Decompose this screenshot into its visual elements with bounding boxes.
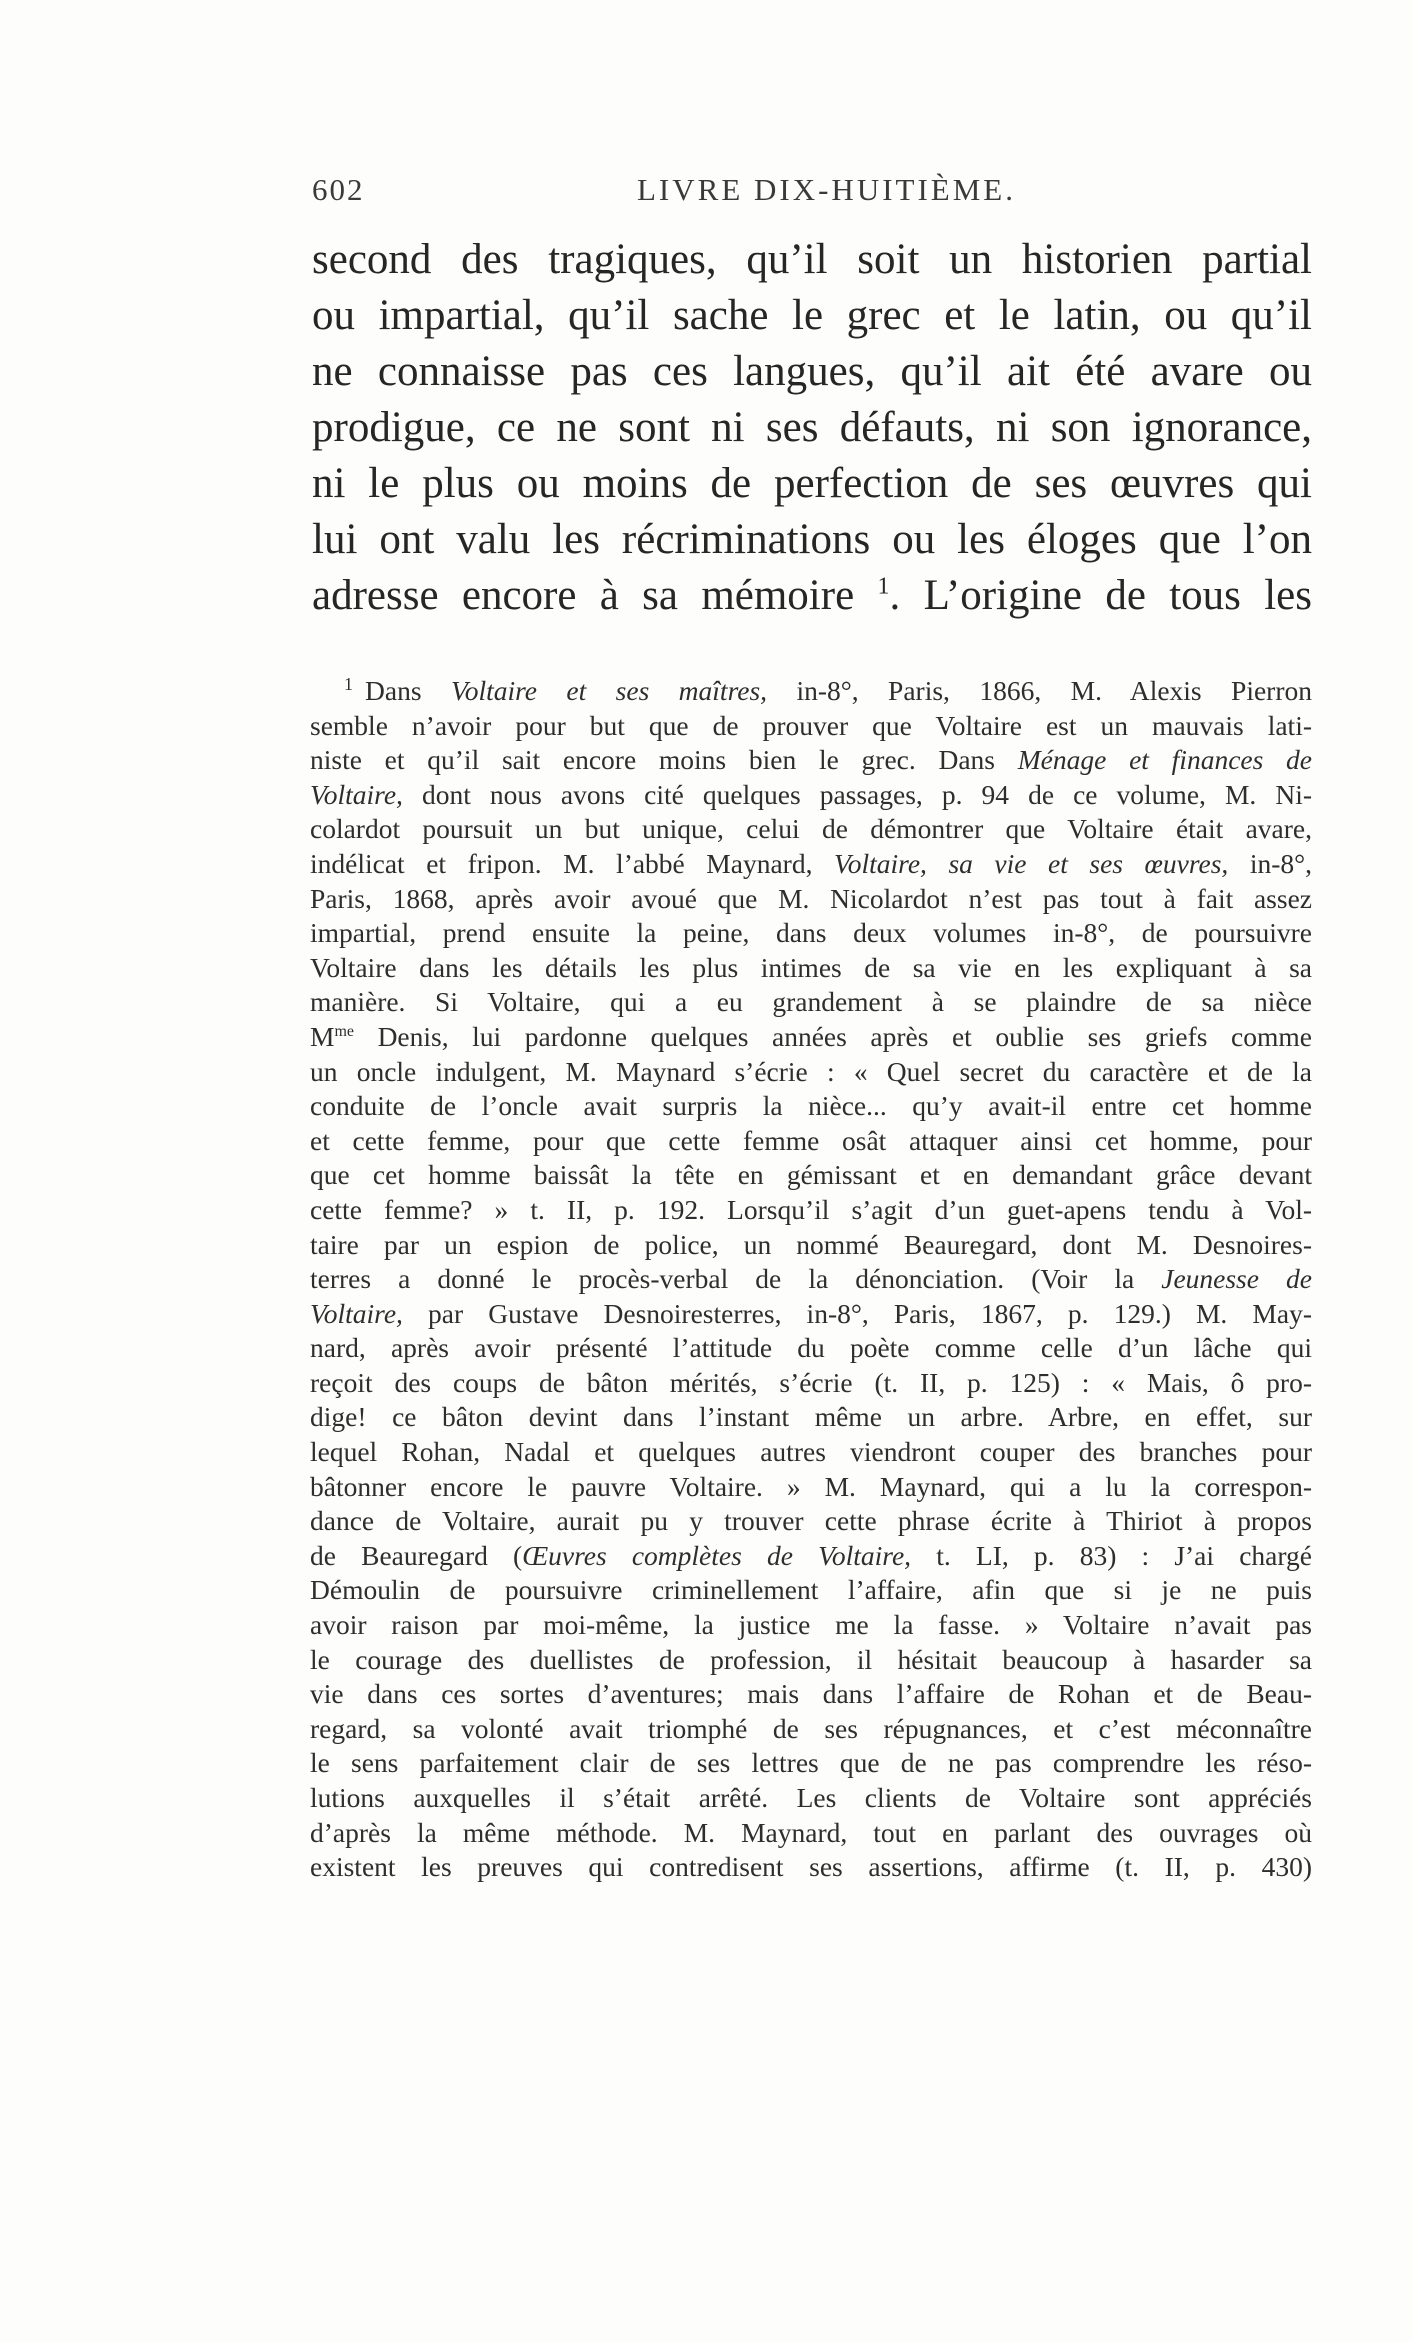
text-segment: par Gustave Desnoiresterres, in-8°, Paris, 1867, p. 129.) M. May- <box>402 1297 1312 1329</box>
footnote-line: dige! ce bâton devint dans l’instant même un arbre. Arbre, en effet, sur <box>310 1401 1312 1433</box>
text-line: lui ont valu les récriminations ou les éloges que l’on <box>312 516 1312 563</box>
footnote-line: colardot poursuit un but unique, celui de démontrer que Voltaire était avare, <box>310 813 1312 845</box>
footnote-line <box>310 1297 1312 1332</box>
text-line: prodigue, ce ne sont ni ses défauts, ni son ignorance, <box>312 404 1312 451</box>
footnote-line: reçoit des coups de bâton mérités, s’écrie (t. II, p. 125) : « Mais, ô pro- <box>310 1366 1312 1398</box>
footnote-line: impartial, prend ensuite la peine, dans deux volumes in-8°, de poursuivre <box>310 917 1312 949</box>
footnote-line: regard, sa volonté avait triomphé de ses répugnances, et c’est méconnaître <box>310 1712 1312 1744</box>
text-segment: in-8°, Paris, 1866, M. Alexis Pierron <box>767 675 1312 706</box>
footnote-line: avoir raison par moi-même, la justice me la fasse. » Voltaire n’avait pas <box>310 1609 1312 1641</box>
superscript: me <box>334 1022 354 1040</box>
footnote-line: cette femme? » t. II, p. 192. Lorsqu’il s’agit d’un guet-apens tendu à Vol- <box>310 1193 1312 1225</box>
text-segment: de Beauregard ( <box>310 1539 523 1571</box>
footnote-reference: 1 <box>877 573 890 600</box>
footnote-line <box>310 1020 1312 1055</box>
footnote-line: que cet homme baissât la tête en gémissant et en demandant grâce devant <box>310 1159 1312 1191</box>
work-title: Voltaire, sa vie et ses œuvres, <box>833 847 1229 879</box>
footnote-line <box>310 778 1312 813</box>
work-title: Voltaire et ses maîtres, <box>450 675 768 706</box>
footnote-line: dance de Voltaire, aurait pu y trouver cette phrase écrite à Thiriot à propos <box>310 1505 1312 1537</box>
text-segment: indélicat et fripon. M. l’abbé Maynard, <box>310 847 834 879</box>
running-title: LIVRE DIX-HUITIÈME. <box>637 172 1016 207</box>
footnote-line: Voltaire dans les détails les plus intimes de sa vie en les expliquant à sa <box>310 951 1312 983</box>
text-line: ou impartial, qu’il sache le grec et le latin, ou qu’il <box>312 292 1312 339</box>
footnote <box>310 674 1312 1885</box>
footnote-line: semble n’avoir pour but que de prouver que Voltaire est un mauvais lati- <box>310 709 1312 741</box>
footnote-line: conduite de l’oncle avait surpris la nièce... qu’y avait-il entre cet homme <box>310 1090 1312 1122</box>
text-line: ni le plus ou moins de perfection de ses œuvres qui <box>312 460 1312 507</box>
text-segment: M <box>310 1020 335 1052</box>
footnote-line <box>310 847 1312 882</box>
work-title: Voltaire, <box>310 778 403 810</box>
footnote-line: taire par un espion de police, un nommé Beauregard, dont M. Desnoires- <box>310 1228 1312 1260</box>
text-segment: L’origine de tous les <box>923 572 1313 619</box>
footnote-line: nard, après avoir présenté l’attitude du poète comme celle d’un lâche qui <box>310 1332 1312 1364</box>
work-title: Ménage et finances de <box>1017 744 1313 776</box>
text-segment: t. LI, p. 83) : J’ai chargé <box>911 1539 1312 1571</box>
footnote-line <box>310 1262 1312 1297</box>
footnote-line: Démoulin de poursuivre criminellement l’affaire, afin que si je ne puis <box>310 1574 1312 1606</box>
text-segment: Dans <box>365 675 451 706</box>
text-segment: terres a donné le procès-verbal de la dénonciation. (Voir la <box>310 1263 1162 1295</box>
text-line: second des tragiques, qu’il soit un historien partial <box>312 236 1312 283</box>
footnote-line <box>310 1539 1312 1574</box>
footnote-line: lequel Rohan, Nadal et quelques autres viendront couper des branches pour <box>310 1436 1312 1468</box>
text-segment: adresse encore à sa mémoire <box>312 572 855 619</box>
footnote-line: d’après la même méthode. M. Maynard, tout en parlant des ouvrages où <box>310 1816 1312 1848</box>
work-title: Voltaire, <box>310 1297 403 1329</box>
running-head <box>312 172 1312 212</box>
work-title: Jeunesse de <box>1161 1263 1312 1295</box>
main-paragraph <box>312 232 1312 624</box>
footnote-line <box>310 743 1312 778</box>
footnote-line: Paris, 1868, après avoir avoué que M. Nicolardot n’est pas tout à fait assez <box>310 882 1312 914</box>
footnote-line: un oncle indulgent, M. Maynard s’écrie : « Quel secret du caractère et de la <box>310 1055 1312 1087</box>
footnote-line: le courage des duellistes de profession, il hésitait beaucoup à hasarder sa <box>310 1643 1312 1675</box>
footnote-line: bâtonner encore le pauvre Voltaire. » M. Maynard, qui a lu la correspon- <box>310 1470 1312 1502</box>
footnote-line: vie dans ces sortes d’aventures; mais dans l’affaire de Rohan et de Beau- <box>310 1678 1312 1710</box>
text-segment: Denis, lui pardonne quelques années après et oublie ses griefs comme <box>354 1020 1312 1052</box>
text-line: adresse encore à sa mémoire $^1$. L’origine de tous les <box>312 572 1313 619</box>
footnote-number: 1 <box>344 673 353 694</box>
text-line: ne connaisse pas ces langues, qu’il ait été avare ou <box>312 348 1312 395</box>
text-segment: in-8°, <box>1228 847 1312 879</box>
text-segment: niste et qu’il sait encore moins bien le grec. Dans <box>310 744 1018 776</box>
page-number: 602 <box>312 172 365 207</box>
footnote-line: le sens parfaitement clair de ses lettres que de ne pas comprendre les réso- <box>310 1747 1312 1779</box>
footnote-line: existent les preuves qui contredisent ses assertions, affirme (t. II, p. 430) <box>310 1851 1312 1883</box>
work-title: Œuvres complètes de Voltaire, <box>522 1539 912 1571</box>
text-segment: dont nous avons cité quelques passages, p. 94 de ce volume, M. Ni- <box>402 778 1312 810</box>
footnote-line: et cette femme, pour que cette femme osât attaquer ainsi cet homme, pour <box>310 1124 1312 1156</box>
footnote-line <box>310 674 1312 709</box>
footnote-line: lutions auxquelles il s’était arrêté. Les clients de Voltaire sont appréciés <box>310 1782 1312 1813</box>
footnote-line: manière. Si Voltaire, qui a eu grandement à se plaindre de sa nièce <box>310 986 1312 1018</box>
